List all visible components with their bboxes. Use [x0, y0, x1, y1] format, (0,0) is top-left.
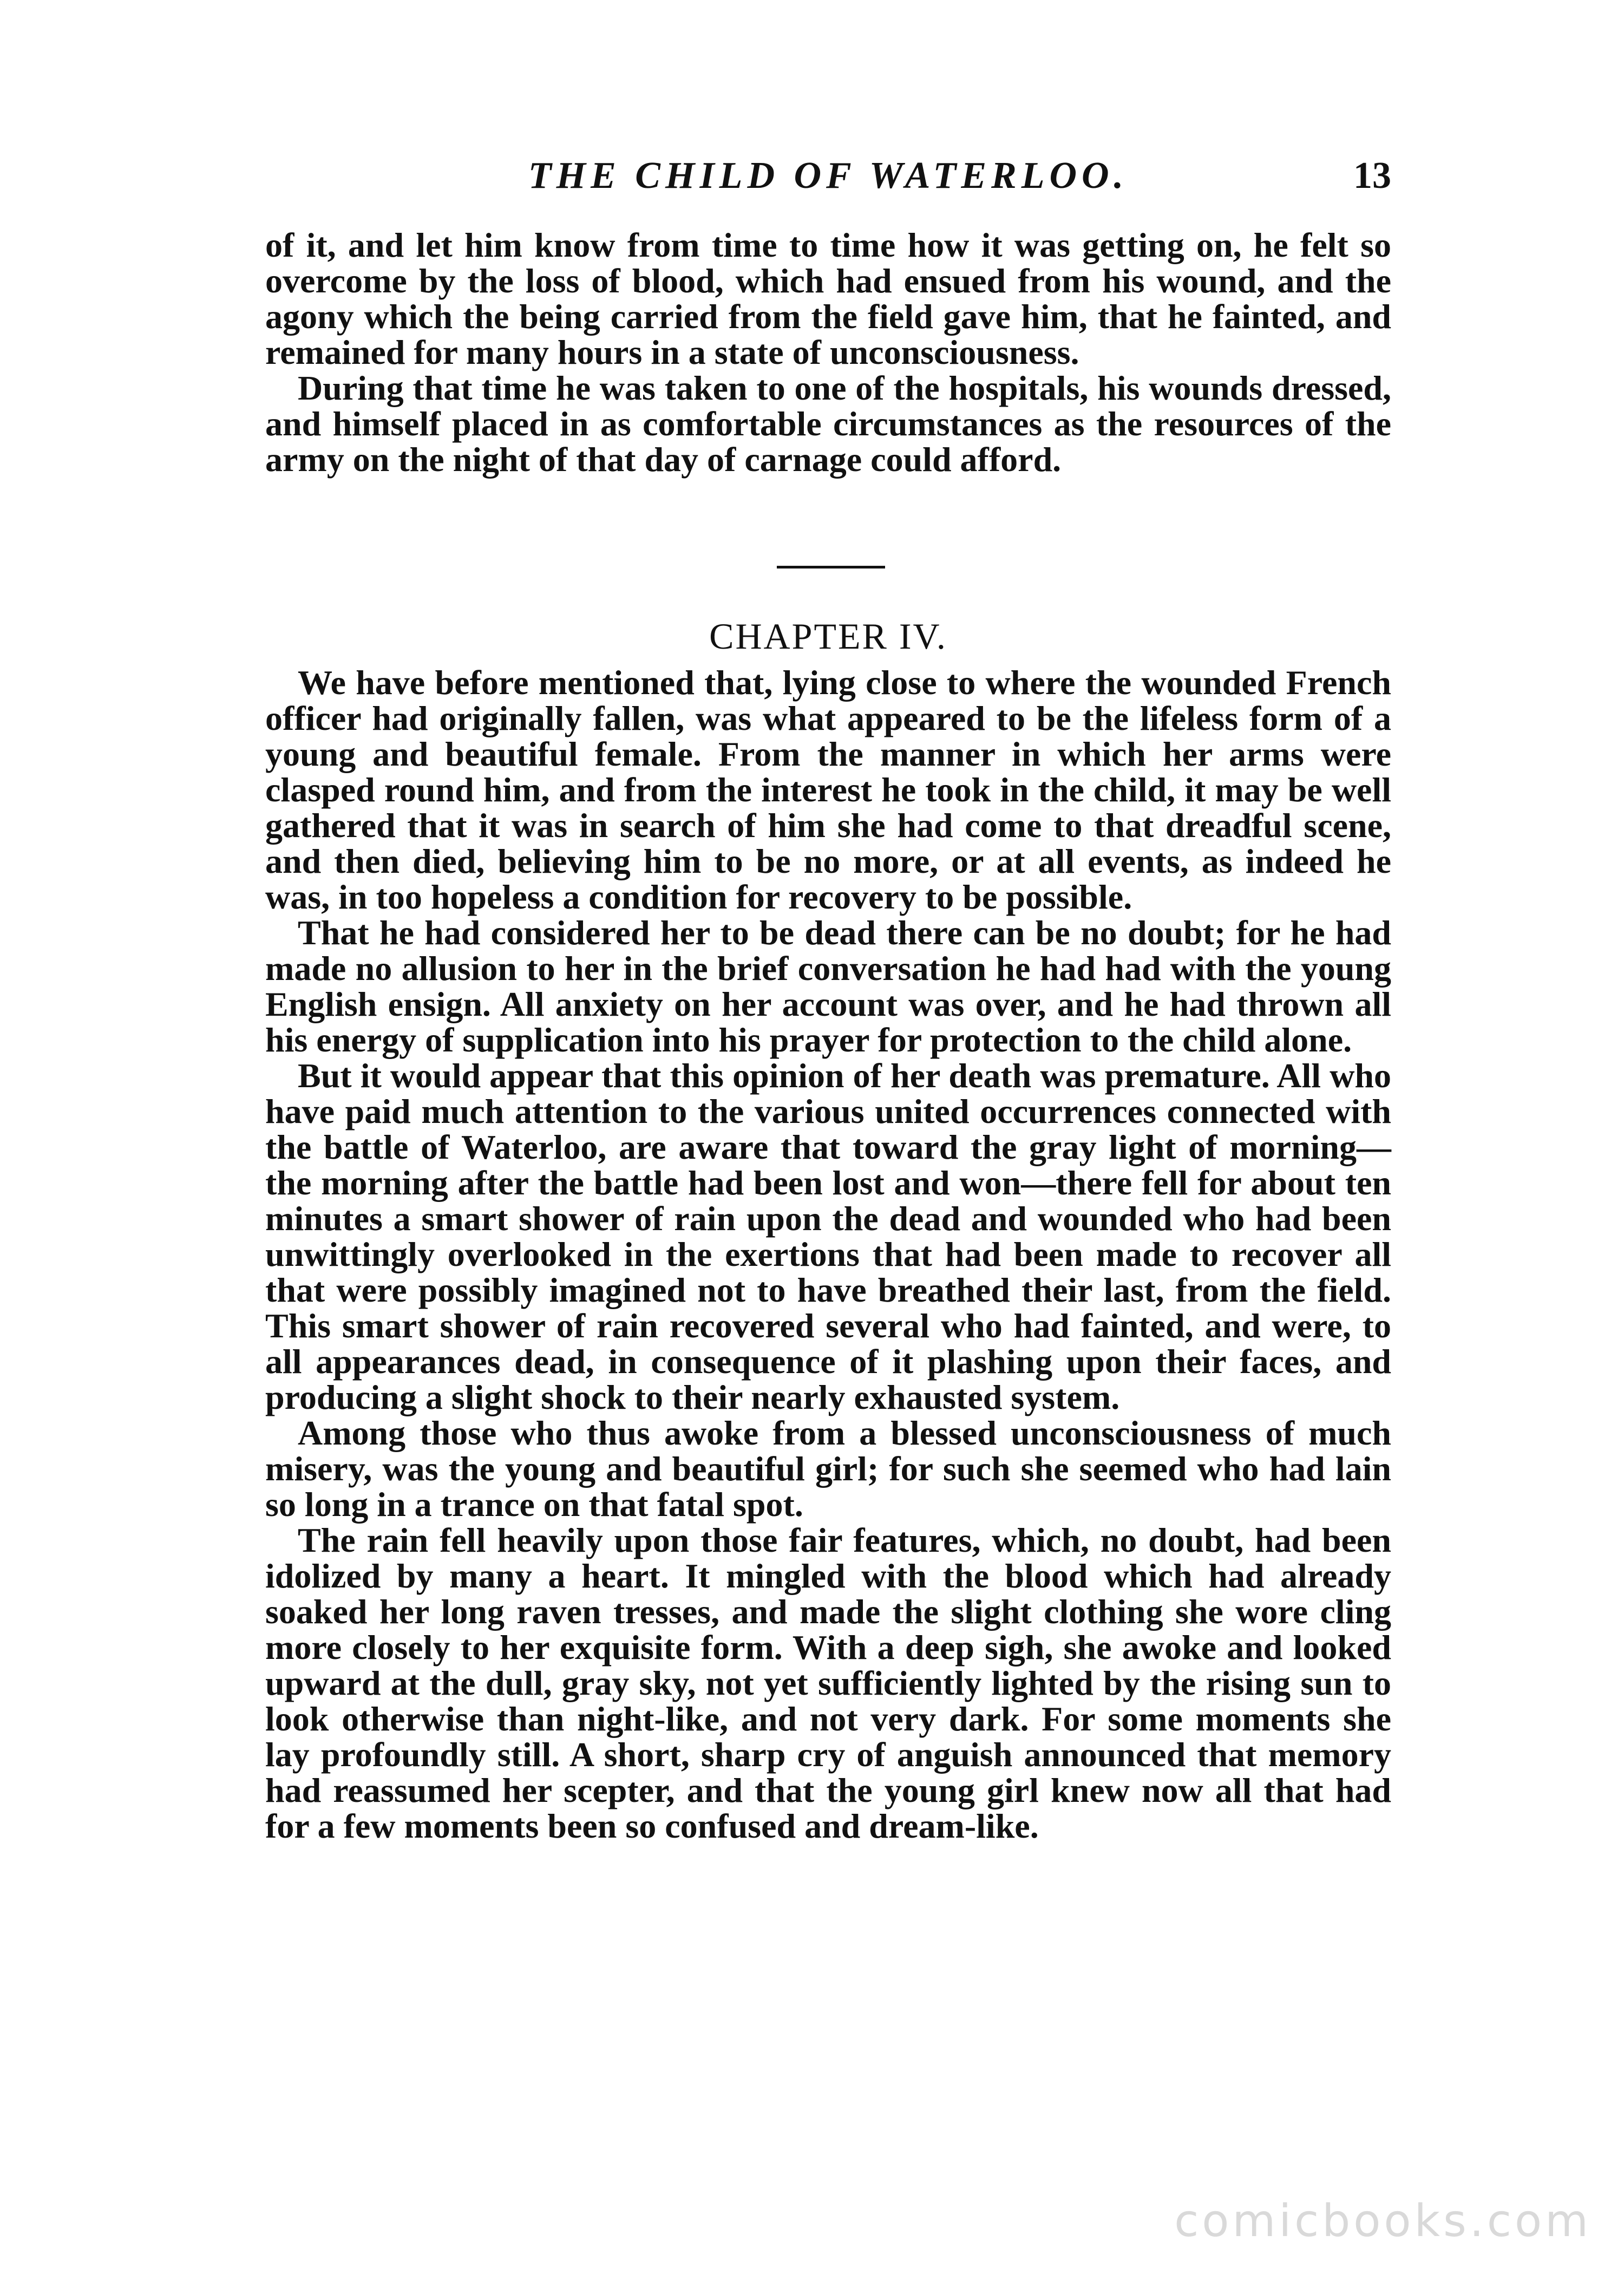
- continued-text: [265, 227, 1391, 478]
- section-divider: [777, 566, 885, 568]
- paragraph: During that time he was taken to one of the hospitals, his wounds dressed, and himself placed in as comfortable circumstances as the resources of the army on the night of that day of carnage could afford.: [265, 369, 1391, 479]
- paragraph: of it, and let him know from time to time how it was getting on, he felt so overcome by the loss of blood, which had ensued from his wound, and the agony which the being carried from the field gave him, that he fainted, and remained for many hours in a state of unconsciousness.: [265, 226, 1391, 371]
- page-header: [265, 146, 1391, 206]
- chapter-heading: CHAPTER IV.: [709, 616, 947, 657]
- paragraph: That he had considered her to be dead there can be no doubt; for he had made no allusion to her in the brief conversation he had had with the young English ensign. All anxiety on her account was over, and he had thrown all his energy of supplication into his prayer for protection to the child alone.: [265, 913, 1391, 1059]
- watermark: comicbooks.com: [1174, 2195, 1592, 2247]
- page-number: 13: [1353, 155, 1391, 197]
- chapter-body: [265, 665, 1391, 1844]
- running-title: THE CHILD OF WATERLOO.: [528, 155, 1129, 197]
- paragraph: But it would appear that this opinion of her death was premature. All who have paid much attention to the various united occurrences connected with the battle of Waterloo, are aware that toward the gray light of morning—the morning after the battle had been lost and won—there fell for about ten minutes a smart shower of rain upon the dead and wounded who had been unwittingly overlooked in the exertions that had been made to recover all that were possibly imagined not to have breathed their last, from the field. This smart shower of rain recovered several who had fainted, and were, to all appearances dead, in consequence of it plashing upon their faces, and producing a slight shock to their nearly exhausted system.: [265, 1056, 1391, 1416]
- paragraph: Among those who thus awoke from a blessed unconsciousness of much misery, was the young and beautiful girl; for such she seemed who had lain so long in a trance on that fatal spot.: [265, 1414, 1391, 1524]
- paragraph: The rain fell heavily upon those fair features, which, no doubt, had been idolized by many a heart. It mingled with the blood which had already soaked her long raven tresses, and made the slight clothing she wore cling more closely to her exquisite form. With a deep sigh, she awoke and looked upward at the dull, gray sky, not yet sufficiently lighted by the rising sun to look otherwise than night-like, and not very dark. For some moments she lay profoundly still. A short, sharp cry of anguish announced that memory had reassumed her scepter, and that the young girl knew now all that had for a few moments been so confused and dream-like.: [265, 1521, 1391, 1845]
- paragraph: We have before mentioned that, lying close to where the wounded French officer had originally fallen, was what appeared to be the lifeless form of a young and beautiful female. From the manner in which her arms were clasped round him, and from the interest he took in the child, it may be well gathered that it was in search of him she had come to that dreadful scene, and then died, believing him to be no more, or at all events, as indeed he was, in too hopeless a condition for recovery to be possible.: [265, 663, 1391, 916]
